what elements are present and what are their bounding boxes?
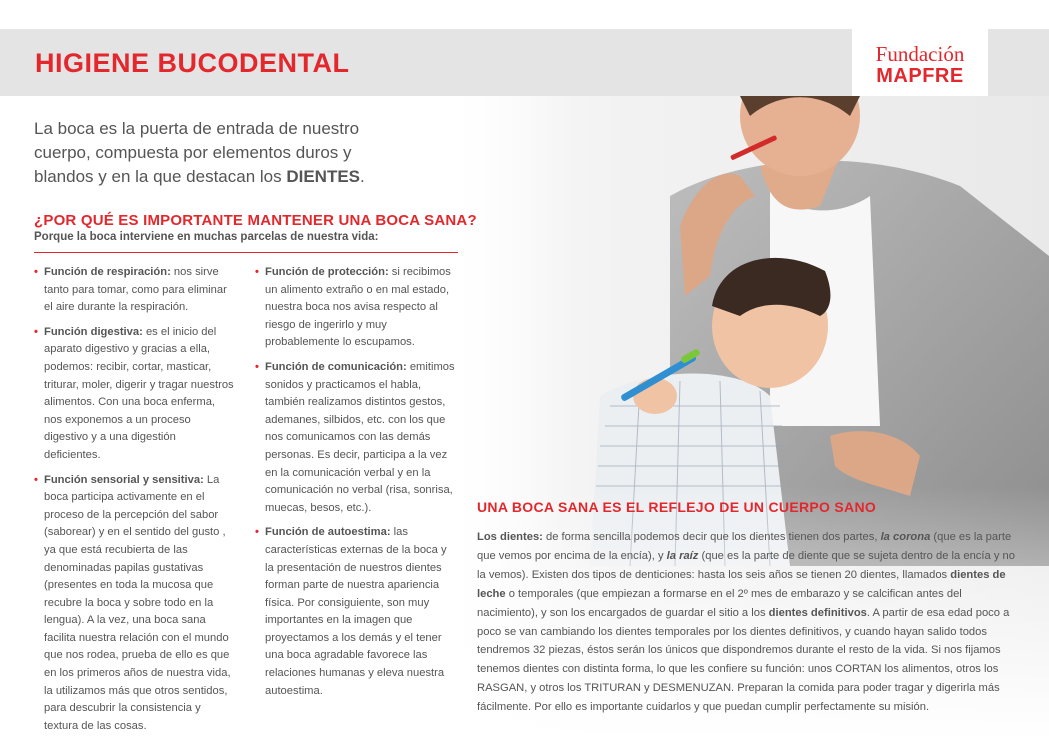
function-term: Función sensorial y sensitiva: xyxy=(44,473,204,486)
function-term: Función de comunicación: xyxy=(265,360,407,373)
corona-term: la corona xyxy=(880,531,931,543)
teeth-paragraph xyxy=(477,528,1015,717)
leche-term: dientes de leche xyxy=(477,568,1006,600)
function-item xyxy=(255,524,455,700)
intro-highlight: DIENTES xyxy=(286,167,361,186)
function-text: La boca participa activamente en el proceso de la percepción del sabor (saborear) y en el sentido del gusto , ya que está recubierta de las denominadas papilas gustativas (presentes en toda la mucosa que recubre la boca y sobre todo en la lengua). A la vez, una boca sana facilita nuestra relación con el mundo que nos rodea, prueba de ello es que en los primeros años de nuestra vida, la utilizamos más que otros sentidos, para descubrir la consistencia y textura de las cosas. xyxy=(44,473,231,732)
function-text: si recibimos un alimento extraño o en mal estado, nuestra boca nos avisa respecto al riesgo de ingerirlo y muy probablemente lo escupamos. xyxy=(265,266,451,349)
function-text: las características externas de la boca y la presentación de nuestros dientes forman parte de nuestra apariencia física. Por consiguiente, son muy importantes en la imagen que proyectamos a los demás y el tener una boca agradable favorece las relaciones humanas y eleva nuestra autoestima. xyxy=(265,526,447,697)
functions-right-column xyxy=(255,264,455,707)
function-item xyxy=(34,324,234,465)
section-title: ¿POR QUÉ ES IMPORTANTE MANTENER UNA BOCA SANA? xyxy=(34,212,477,229)
teeth-text-a: de forma sencilla podemos decir que los dientes tienen dos partes, xyxy=(542,531,881,543)
logo-line1: Fundación xyxy=(875,42,965,66)
fundacion-mapfre-logo xyxy=(852,29,988,96)
functions-left-column xyxy=(34,264,234,742)
bottom-section-title: UNA BOCA SANA ES EL REFLEJO DE UN CUERPO SANO xyxy=(477,499,877,515)
bullet-icon: • xyxy=(34,325,38,338)
function-item xyxy=(34,472,234,736)
bullet-icon: • xyxy=(255,360,259,373)
function-item xyxy=(255,264,455,352)
teeth-text-d: o temporales (que empiezan a formarse en el 2º mes de embarazo y se calcifican antes del nacimiento), y son los encargados de guardar el sitio a los xyxy=(477,587,962,619)
bullet-icon: • xyxy=(255,266,259,278)
intro-end: . xyxy=(360,167,365,186)
function-text: nos sirve tanto para tomar, como para eliminar el aire durante la respiración. xyxy=(44,266,227,314)
bullet-icon: • xyxy=(34,266,38,278)
teeth-text-e: . A partir de esa edad poco a poco se van cambiando los dientes temporales por los dientes definitivos, y cuando hayan salido todos tendremos 32 piezas, éstos serán los únicos que dispondremos durante el resto de la vida. Si nos fijamos tenemos dientes con distinta forma, lo que les confiere su función: unos CORTAN los alimentos, otros los RASGAN, y otros los TRITURAN y DESMENUZAN. Preparan la comida para poder tragar y digerirla más fácilmente. Por ello es importante cuidarlos y que puedan cumplir perfectamente su misión. xyxy=(477,606,1010,714)
function-term: Función digestiva: xyxy=(44,325,143,338)
function-term: Función de protección: xyxy=(265,266,389,278)
raiz-term: la raíz xyxy=(666,549,699,562)
intro-paragraph xyxy=(34,117,394,189)
bullet-icon: • xyxy=(255,526,259,539)
section-subtitle: Porque la boca interviene en muchas parcelas de nuestra vida: xyxy=(34,231,379,243)
intro-text: La boca es la puerta de entrada de nuestro cuerpo, compuesta por elementos duros y blandos y en la que destacan los xyxy=(34,119,360,186)
function-item xyxy=(255,359,455,517)
page-title: HIGIENE BUCODENTAL xyxy=(35,48,350,78)
function-item xyxy=(34,264,234,317)
function-term: Función de respiración: xyxy=(44,266,171,278)
function-text: emitimos sonidos y practicamos el habla, también realizamos distintos gestos, ademanes, silbidos, etc. con los que nos comunicamos con las demás personas. Es decir, participa a la vez en la comunicación verbal y en la comunicación no verbal (risa, sonrisa, muecas, besos, etc.). xyxy=(265,360,455,514)
definitivos-term: dientes definitivos xyxy=(768,606,867,619)
bullet-icon: • xyxy=(34,473,38,486)
logo-line2: MAPFRE xyxy=(876,65,964,87)
teeth-text-c: (que es la parte de diente que se sujeta dentro de la encía y no la vemos). Existen dos tipos de denticiones: hasta los seis años se tienen 20 dientes, llamados xyxy=(477,549,1015,581)
section-divider xyxy=(34,252,458,253)
teeth-text-b: (que es la parte que vemos por encima de la encía), y xyxy=(477,531,1012,562)
function-term: Función de autoestima: xyxy=(265,526,391,539)
teeth-term: Los dientes: xyxy=(477,531,543,543)
function-text: es el inicio del aparato digestivo y gracias a ella, podemos: recibir, cortar, masticar, triturar, moler, digerir y tragar nuestros alimentos. Con una boca enferma, nos exponemos a un proceso digestivo y a una digestión deficientes. xyxy=(44,325,234,461)
